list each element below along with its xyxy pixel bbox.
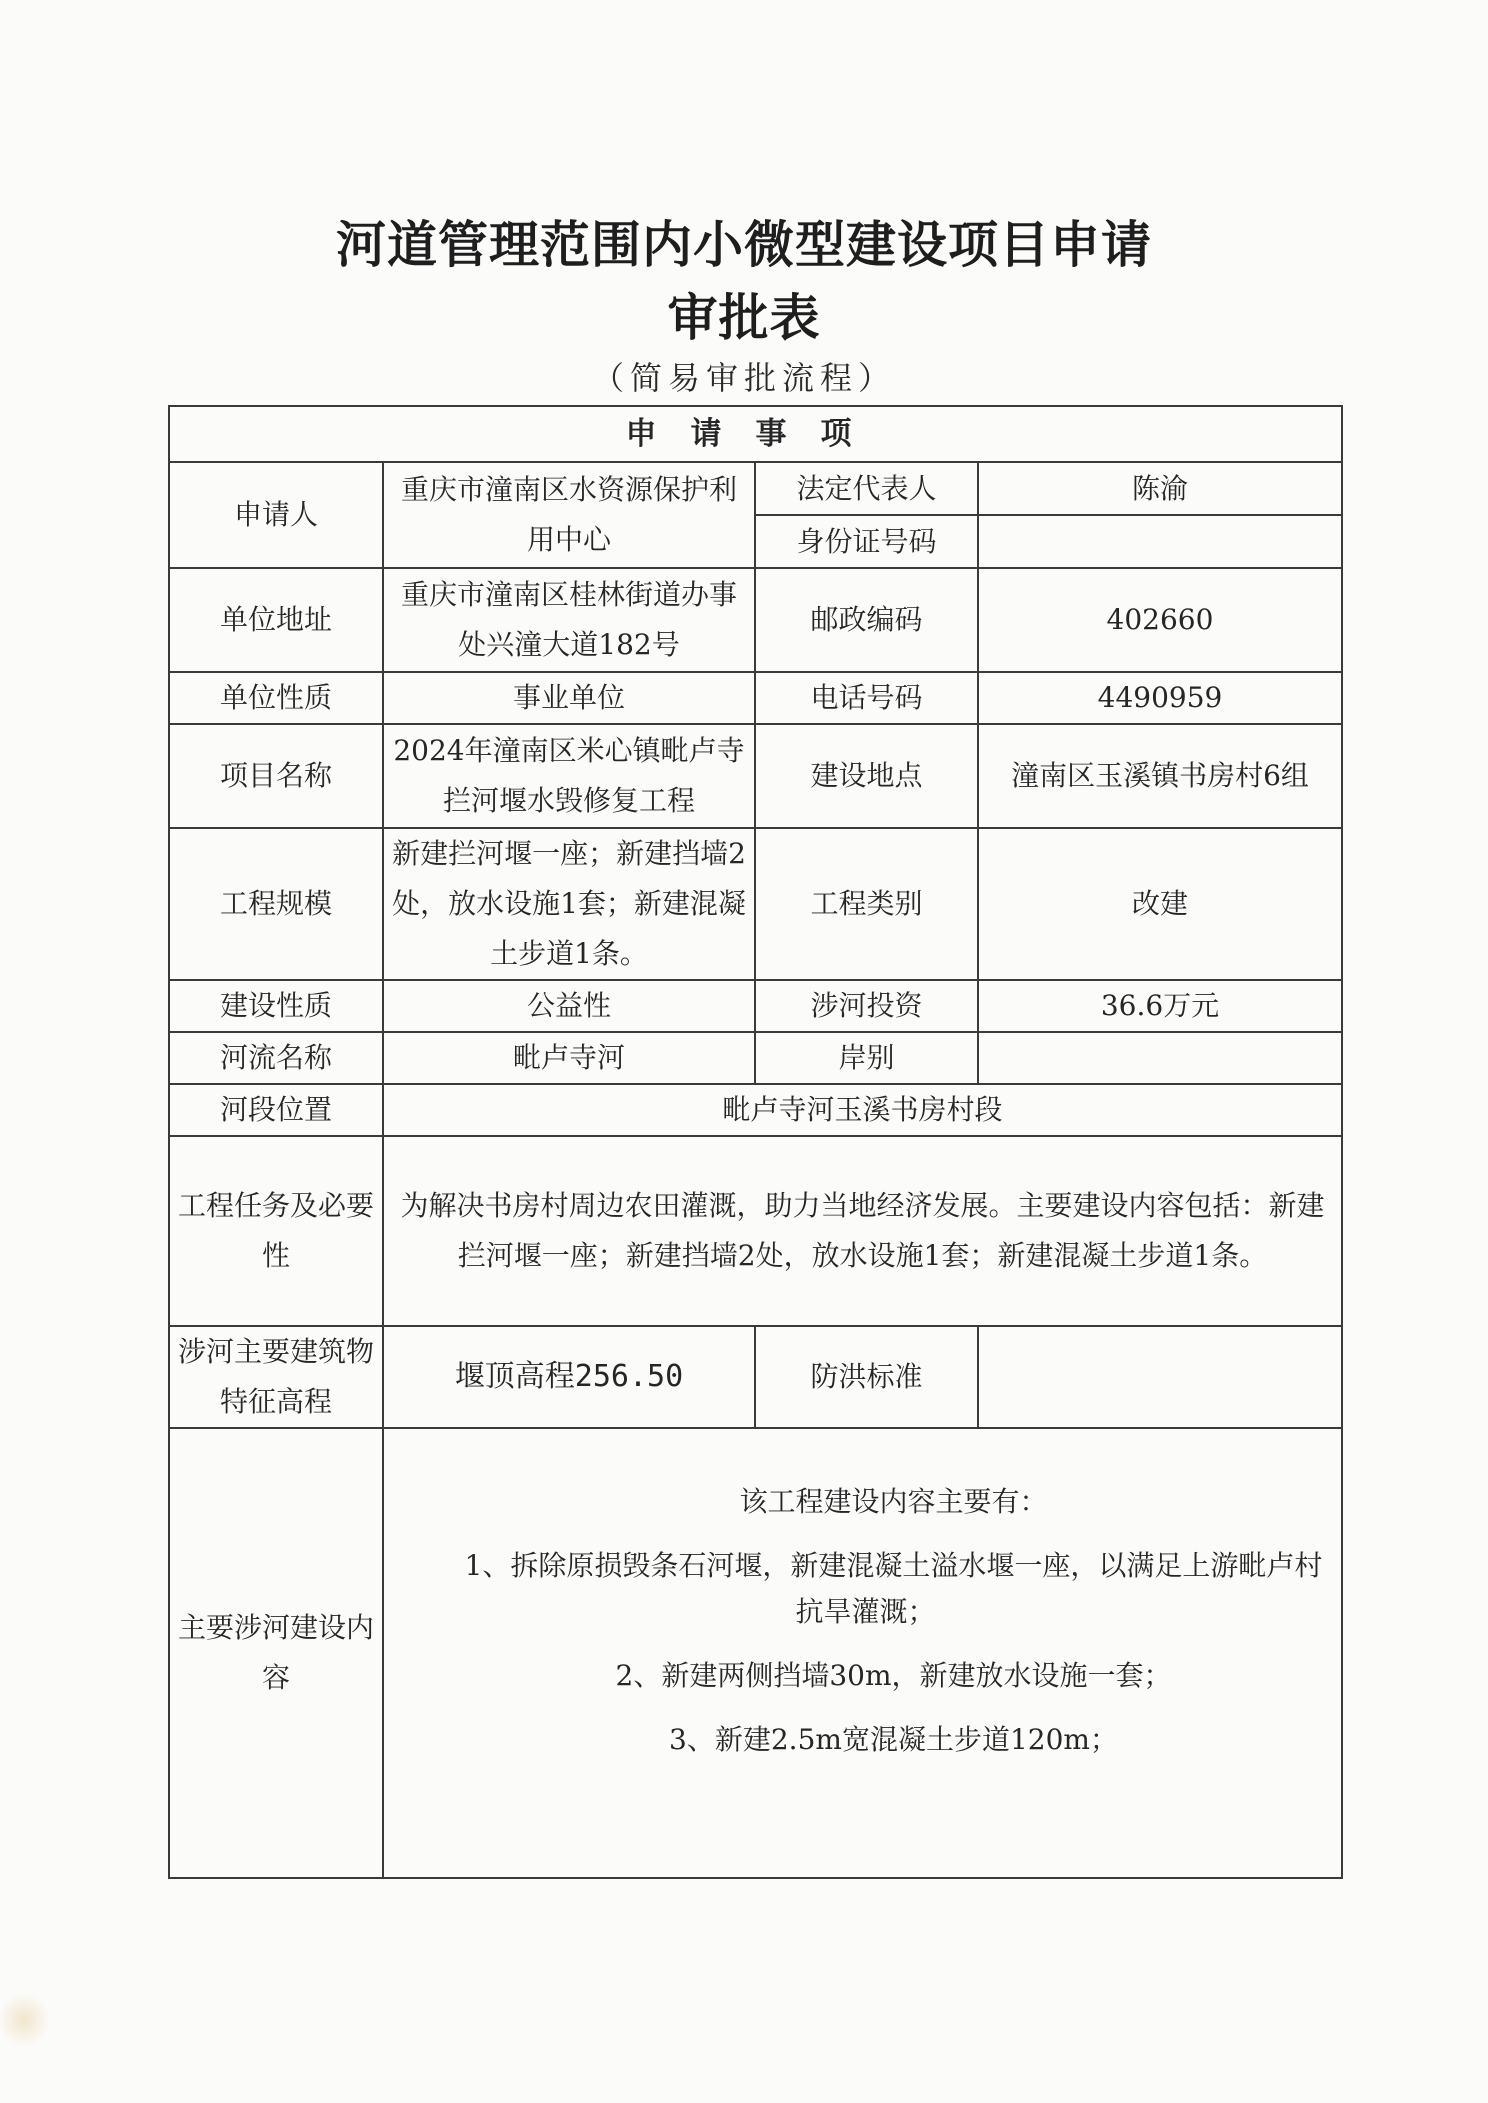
site-value: 潼南区玉溪镇书房村6组 xyxy=(978,724,1342,828)
document-title-line2: 审批表 xyxy=(667,289,821,347)
applicant-label: 申请人 xyxy=(169,462,383,568)
postcode-value: 402660 xyxy=(978,568,1342,672)
document-subtitle: （简易审批流程） xyxy=(591,359,896,397)
phone-value: 4490959 xyxy=(978,672,1342,724)
bank-value xyxy=(978,1032,1342,1084)
project-name-value: 2024年潼南区米心镇毗卢寺拦河堰水毁修复工程 xyxy=(383,724,755,828)
address-label: 单位地址 xyxy=(169,568,383,672)
main-content-item-1: 1、拆除原损毁条石河堰，新建混凝土溢水堰一座，以满足上游毗卢村抗旱灌溉； xyxy=(464,1549,1323,1628)
scale-label: 工程规模 xyxy=(169,828,383,980)
applicant-value: 重庆市潼南区水资源保护利用中心 xyxy=(383,462,755,568)
investment-value: 36.6万元 xyxy=(978,980,1342,1032)
reach-label: 河段位置 xyxy=(169,1084,383,1136)
main-content-item-3: 3、新建2.5m宽混凝土步道120m； xyxy=(669,1723,1118,1756)
address-value: 重庆市潼南区桂林街道办事处兴潼大道182号 xyxy=(383,568,755,672)
main-content-label: 主要涉河建设内容 xyxy=(169,1428,383,1878)
postcode-label: 邮政编码 xyxy=(755,568,978,672)
task-value: 为解决书房村周边农田灌溉，助力当地经济发展。主要建设内容包括：新建拦河堰一座；新建挡墙2处，放水设施1套；新建混凝土步道1条。 xyxy=(383,1136,1342,1326)
project-name-label: 项目名称 xyxy=(169,724,383,828)
paper-stain xyxy=(0,1990,48,2050)
main-content-intro: 该工程建设内容主要有： xyxy=(739,1485,1048,1518)
elevation-value: 堰顶高程256.50 xyxy=(383,1326,755,1428)
id-number-label: 身份证号码 xyxy=(755,515,978,568)
river-name-value: 毗卢寺河 xyxy=(383,1032,755,1084)
flood-standard-label: 防洪标准 xyxy=(755,1326,978,1428)
construction-nature-value: 公益性 xyxy=(383,980,755,1032)
elevation-label: 涉河主要建筑物特征高程 xyxy=(169,1326,383,1428)
main-content-block xyxy=(383,1428,1342,1878)
section-header: 申请事项 xyxy=(169,406,1342,462)
scale-value: 新建拦河堰一座；新建挡墙2处，放水设施1套；新建混凝土步道1条。 xyxy=(383,828,755,980)
document-title-line1: 河道管理范围内小微型建设项目申请 xyxy=(336,216,1152,274)
construction-nature-label: 建设性质 xyxy=(169,980,383,1032)
legal-rep-value: 陈渝 xyxy=(978,462,1342,515)
unit-nature-value: 事业单位 xyxy=(383,672,755,724)
bank-label: 岸别 xyxy=(755,1032,978,1084)
river-name-label: 河流名称 xyxy=(169,1032,383,1084)
task-label: 工程任务及必要性 xyxy=(169,1136,383,1326)
category-label: 工程类别 xyxy=(755,828,978,980)
application-form-table xyxy=(168,405,1343,1879)
id-number-value xyxy=(978,515,1342,568)
investment-label: 涉河投资 xyxy=(755,980,978,1032)
main-content-item-2: 2、新建两侧挡墙30m，新建放水设施一套； xyxy=(615,1659,1172,1692)
category-value: 改建 xyxy=(978,828,1342,980)
flood-standard-value xyxy=(978,1326,1342,1428)
legal-rep-label: 法定代表人 xyxy=(755,462,978,515)
site-label: 建设地点 xyxy=(755,724,978,828)
unit-nature-label: 单位性质 xyxy=(169,672,383,724)
reach-value: 毗卢寺河玉溪书房村段 xyxy=(383,1084,1342,1136)
phone-label: 电话号码 xyxy=(755,672,978,724)
